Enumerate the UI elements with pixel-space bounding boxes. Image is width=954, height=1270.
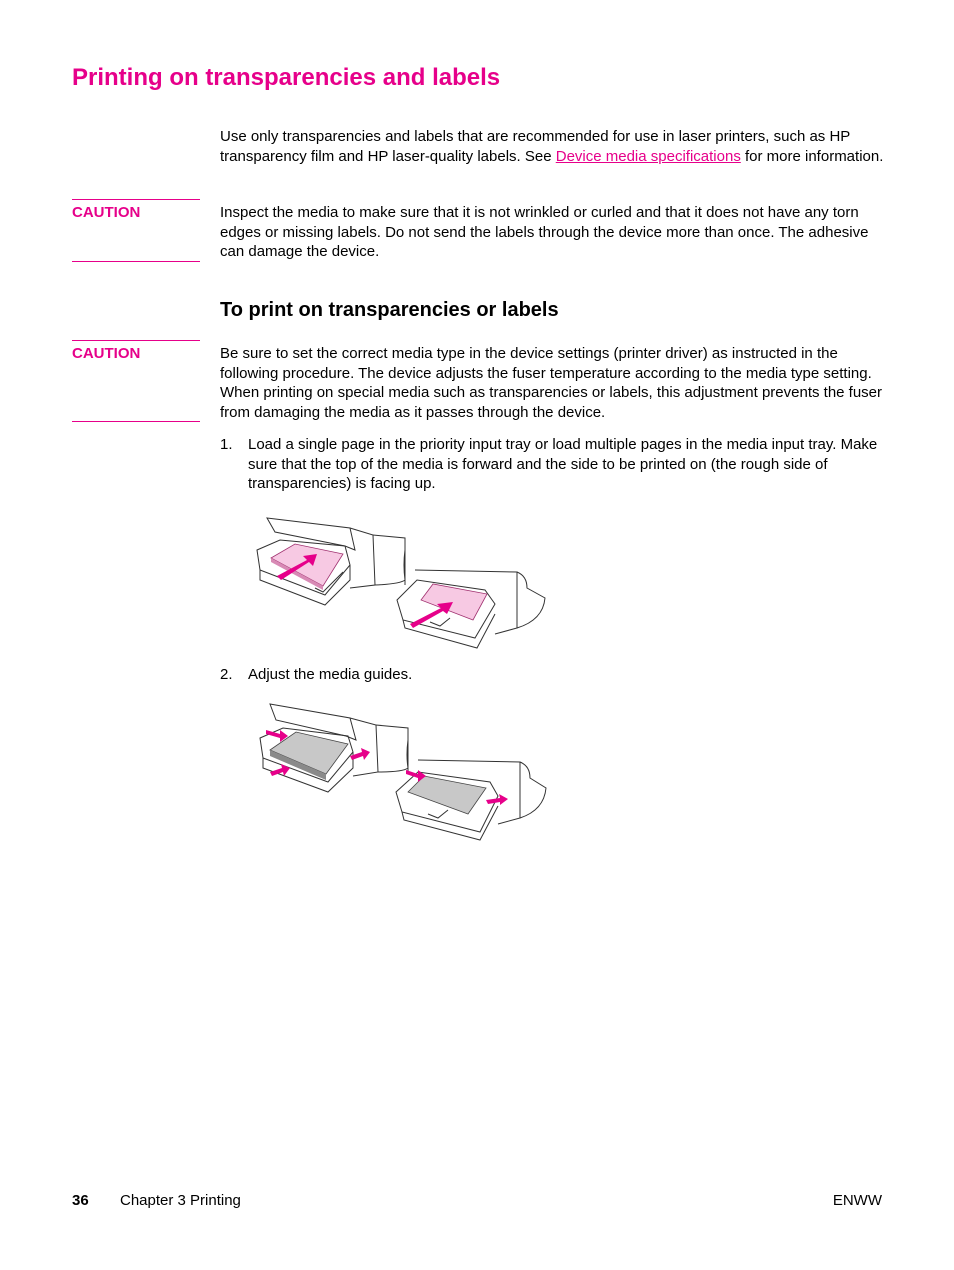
chapter-title: Chapter 3 Printing [120, 1192, 241, 1209]
intro-text-before: Use only transparencies and labels that are recommended for use in laser printers, such as HP transparency film and HP laser-quality labels. See [220, 128, 851, 165]
load-media-illustration [255, 510, 550, 652]
caution-rule-bottom [72, 261, 200, 262]
adjust-guides-illustration [258, 700, 550, 842]
section-heading: To print on transparencies or labels [220, 299, 559, 321]
caution-text: Inspect the media to make sure that it is not wrinkled or curled and that it does not have any torn edges or missing labels. Do not send the labels through the device more than once. The adhesive can damage the device. [220, 204, 869, 260]
step-text: Adjust the media guides. [248, 666, 413, 683]
procedure-step [220, 665, 884, 685]
caution-label: CAUTION [72, 204, 141, 221]
procedure-step [220, 435, 884, 494]
caution-rule-top [72, 340, 200, 341]
intro-paragraph [220, 127, 884, 166]
page-number: 36 [72, 1192, 89, 1209]
step-text: Load a single page in the priority input tray or load multiple pages in the media input tray. Make sure that the top of the media is forward and the side to be printed on (the rough side of transparencies) is facing up. [248, 436, 878, 492]
device-media-specifications-link[interactable]: Device media specifications [555, 147, 741, 165]
caution-label: CAUTION [72, 345, 141, 362]
footer-right: ENWW [832, 1192, 882, 1209]
caution-rule-bottom [72, 421, 200, 422]
caution-rule-top [72, 199, 200, 200]
page-title: Printing on transparencies and labels [72, 64, 501, 91]
step-number: 2. [220, 666, 233, 683]
step-number: 1. [220, 436, 233, 453]
caution-text: Be sure to set the correct media type in the device settings (printer driver) as instructed in the following procedure. The device adjusts the fuser temperature according to the media type setting. When printing on special media such as transparencies or labels, this adjustment prevents the fuser from damaging the media as it passes through the device. [220, 345, 883, 421]
intro-text-after: for more information. [740, 147, 884, 165]
